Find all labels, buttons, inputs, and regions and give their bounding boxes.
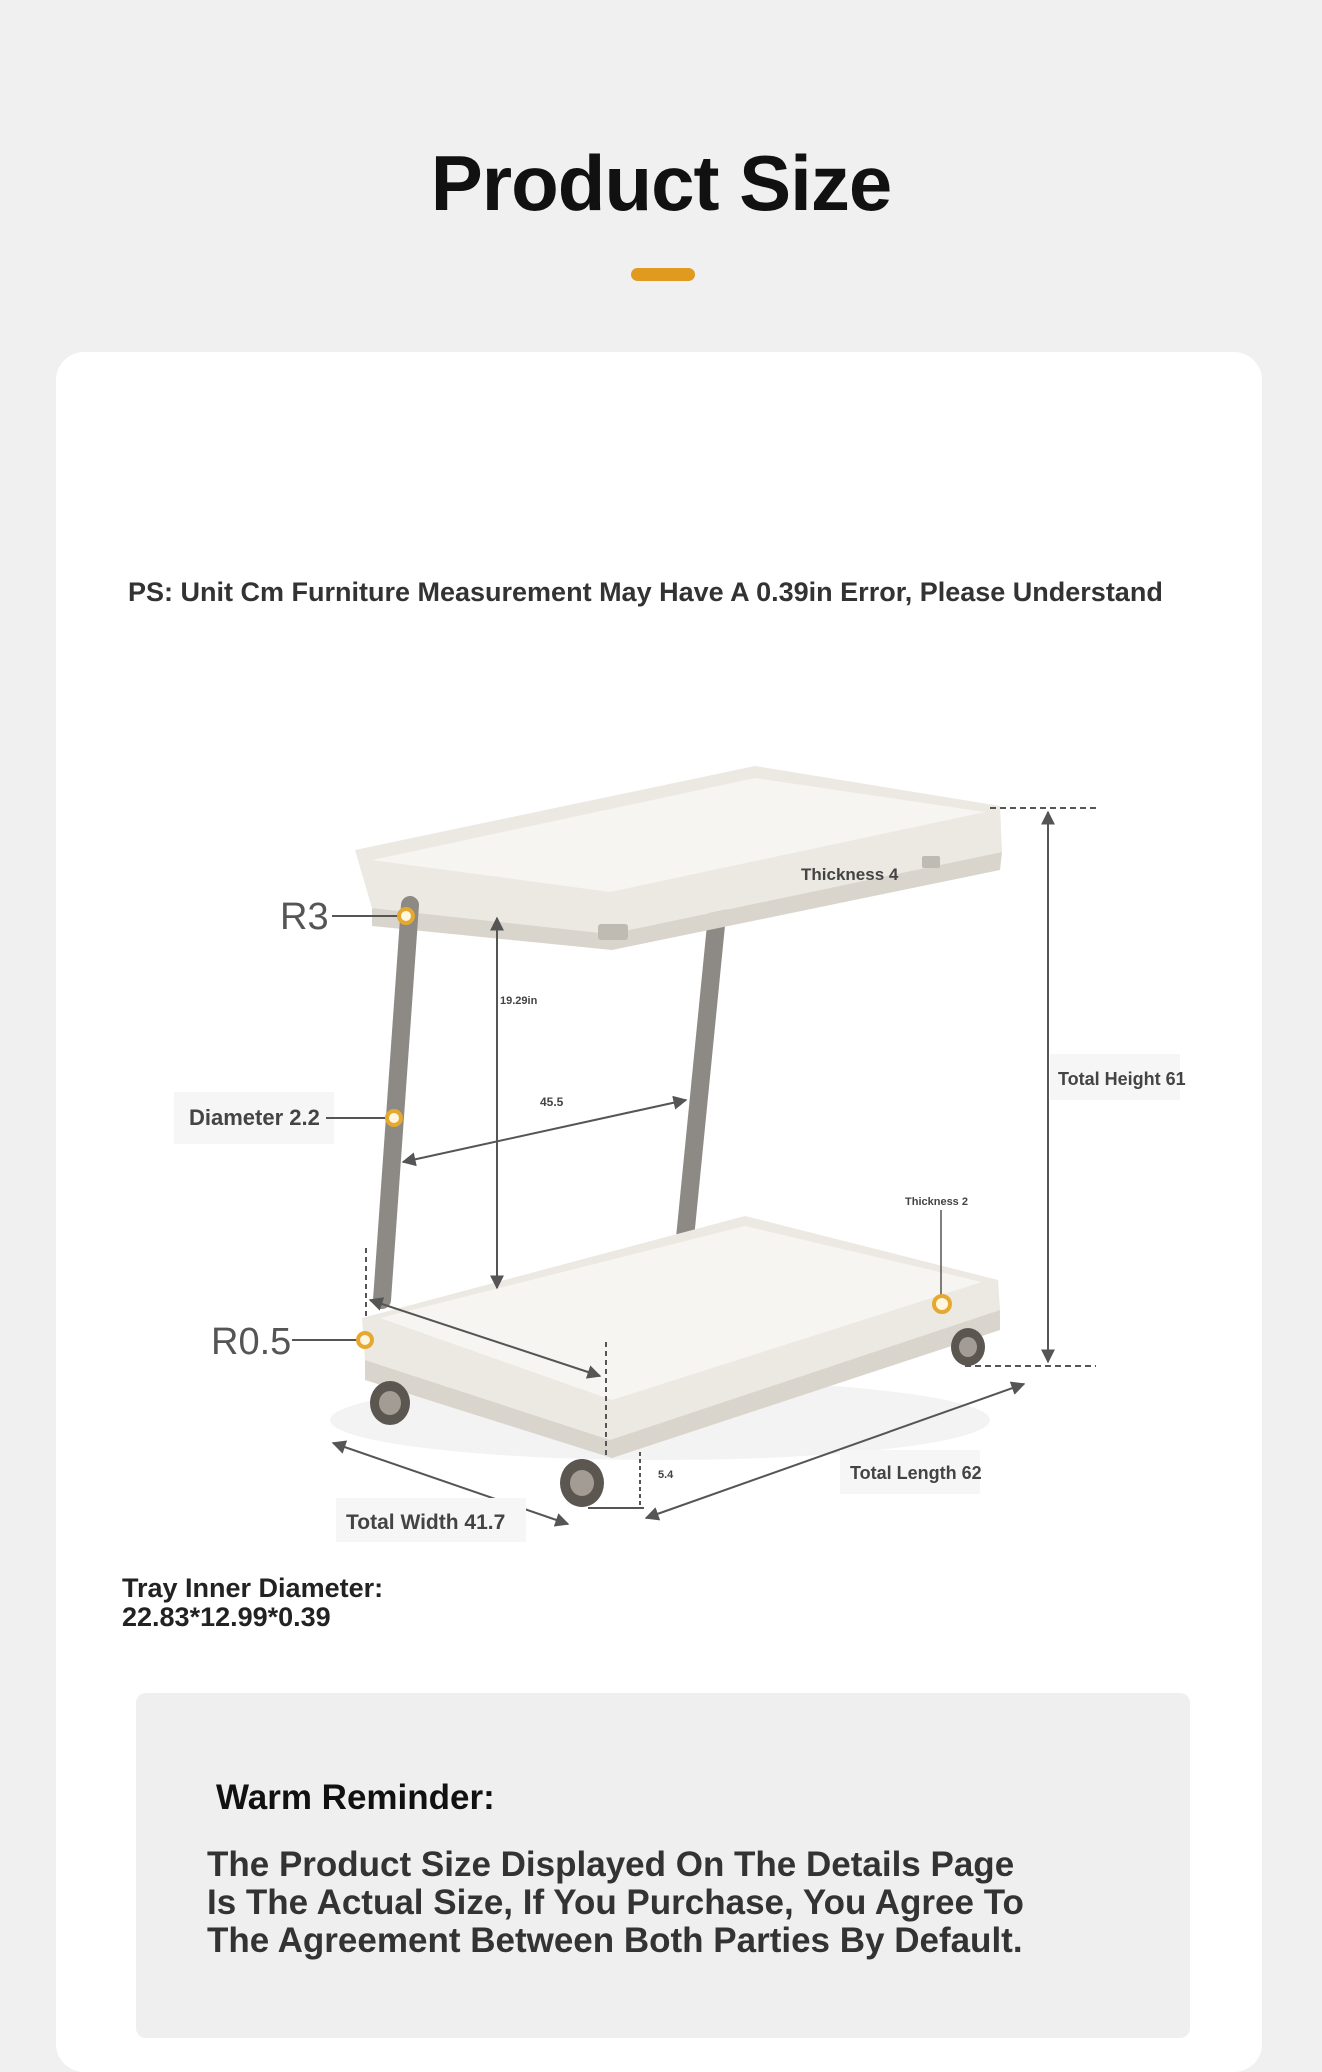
rear-leg bbox=[685, 905, 718, 1238]
total-height-label: Total Height 61 bbox=[1058, 1069, 1186, 1089]
measurement-note: PS: Unit Cm Furniture Measurement May Have A 0.39in Error, Please Understand bbox=[128, 577, 1163, 607]
r3-label: R3 bbox=[280, 896, 329, 938]
total-length-label: Total Length 62 bbox=[850, 1463, 982, 1483]
total-width-label: Total Width 41.7 bbox=[346, 1511, 506, 1534]
diameter-label: Diameter 2.2 bbox=[189, 1105, 320, 1130]
reminder-line: The Agreement Between Both Parties By Default. bbox=[207, 1921, 1023, 1960]
leg-height-label: 5.4 bbox=[658, 1469, 674, 1481]
top-tray bbox=[355, 766, 1002, 950]
tray-inner-label: Tray Inner Diameter: bbox=[122, 1573, 384, 1603]
inner-height-label: 19.29in bbox=[500, 995, 538, 1007]
reminder-title: Warm Reminder: bbox=[216, 1778, 495, 1817]
tray-inner-value: 22.83*12.99*0.39 bbox=[122, 1602, 331, 1632]
reminder-line: The Product Size Displayed On The Details Page bbox=[207, 1845, 1015, 1884]
tray-inner-diameter bbox=[122, 1574, 383, 1632]
r05-label: R0.5 bbox=[211, 1321, 292, 1363]
front-leg bbox=[382, 905, 410, 1300]
inner-width-dimension bbox=[403, 1100, 686, 1162]
top-thickness-label: Thickness 4 bbox=[801, 865, 899, 884]
inner-width-label: 45.5 bbox=[540, 1095, 564, 1109]
reminder-line: Is The Actual Size, If You Purchase, You Agree To bbox=[207, 1883, 1024, 1922]
reminder-body bbox=[207, 1846, 1067, 1960]
page-title: Product Size bbox=[430, 139, 892, 227]
bottom-thickness-label: Thickness 2 bbox=[905, 1196, 968, 1208]
